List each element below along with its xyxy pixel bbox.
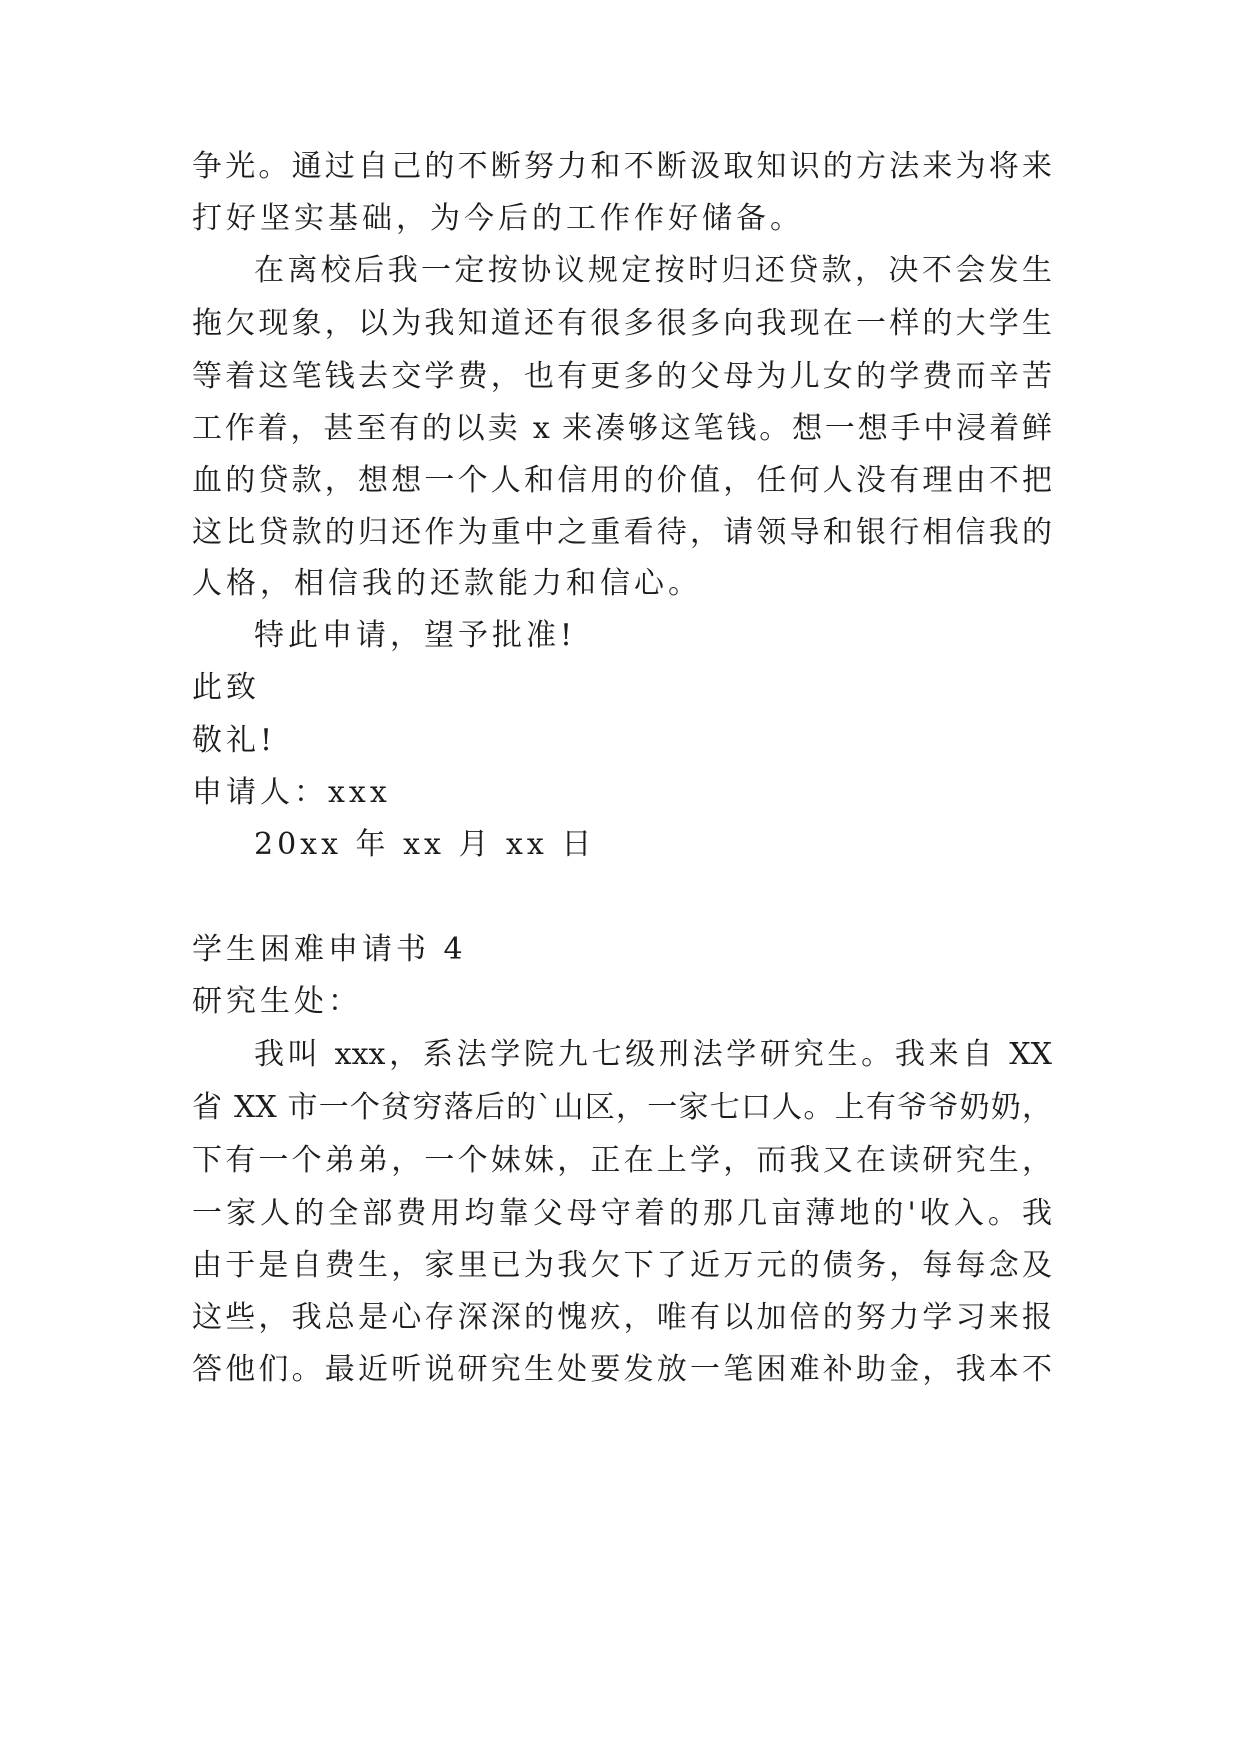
text-line: 人格，相信我的还款能力和信心。 [192,566,702,601]
text-line: 下有一个弟弟，一个妹妹，正在上学，而我又在读研究生， [192,1143,1052,1178]
text-line: 打好坚实基础，为今后的工作作好储备。 [192,201,804,236]
application-date: 20xx 年 xx 月 xx 日 [254,827,596,862]
text-line: 省 XX 市一个贫穷落后的`山区，一家七口人。上有爷爷奶奶， [192,1090,1052,1125]
applicant-signature: 申请人：xxx [192,775,391,810]
text-line: 这些，我总是心存深深的愧疚，唯有以加倍的努力学习来报 [192,1300,1052,1335]
text-line: 一家人的全部费用均靠父母守着的那几亩薄地的'收入。我 [192,1196,1052,1231]
text-line: 我叫 xxx，系法学院九七级刑法学研究生。我来自 XX [254,1037,1052,1072]
salutation-line-1: 此致 [192,670,260,705]
text-line: 由于是自费生，家里已为我欠下了近万元的债务，每每念及 [192,1248,1052,1283]
closing-request: 特此申请，望予批准! [254,618,577,653]
text-line: 答他们。最近听说研究生处要发放一笔困难补助金，我本不 [192,1352,1052,1387]
text-line: 拖欠现象，以为我知道还有很多很多向我现在一样的大学生 [192,306,1052,341]
section-title: 学生困难申请书 4 [192,932,467,967]
text-line: 这比贷款的归还作为重中之重看待，请领导和银行相信我的 [192,515,1052,550]
text-line: 在离校后我一定按协议规定按时归还贷款，决不会发生 [254,253,1052,288]
text-line: 争光。通过自己的不断努力和不断汲取知识的方法来为将来 [192,149,1052,184]
text-line: 血的贷款，想想一个人和信用的价值，任何人没有理由不把 [192,463,1052,498]
text-line: 等着这笔钱去交学费，也有更多的父母为儿女的学费而辛苦 [192,359,1052,394]
addressee: 研究生处： [192,984,362,1019]
salutation-line-2: 敬礼! [192,723,277,758]
text-line: 工作着，甚至有的以卖 x 来凑够这笔钱。想一想手中浸着鲜 [192,411,1052,446]
